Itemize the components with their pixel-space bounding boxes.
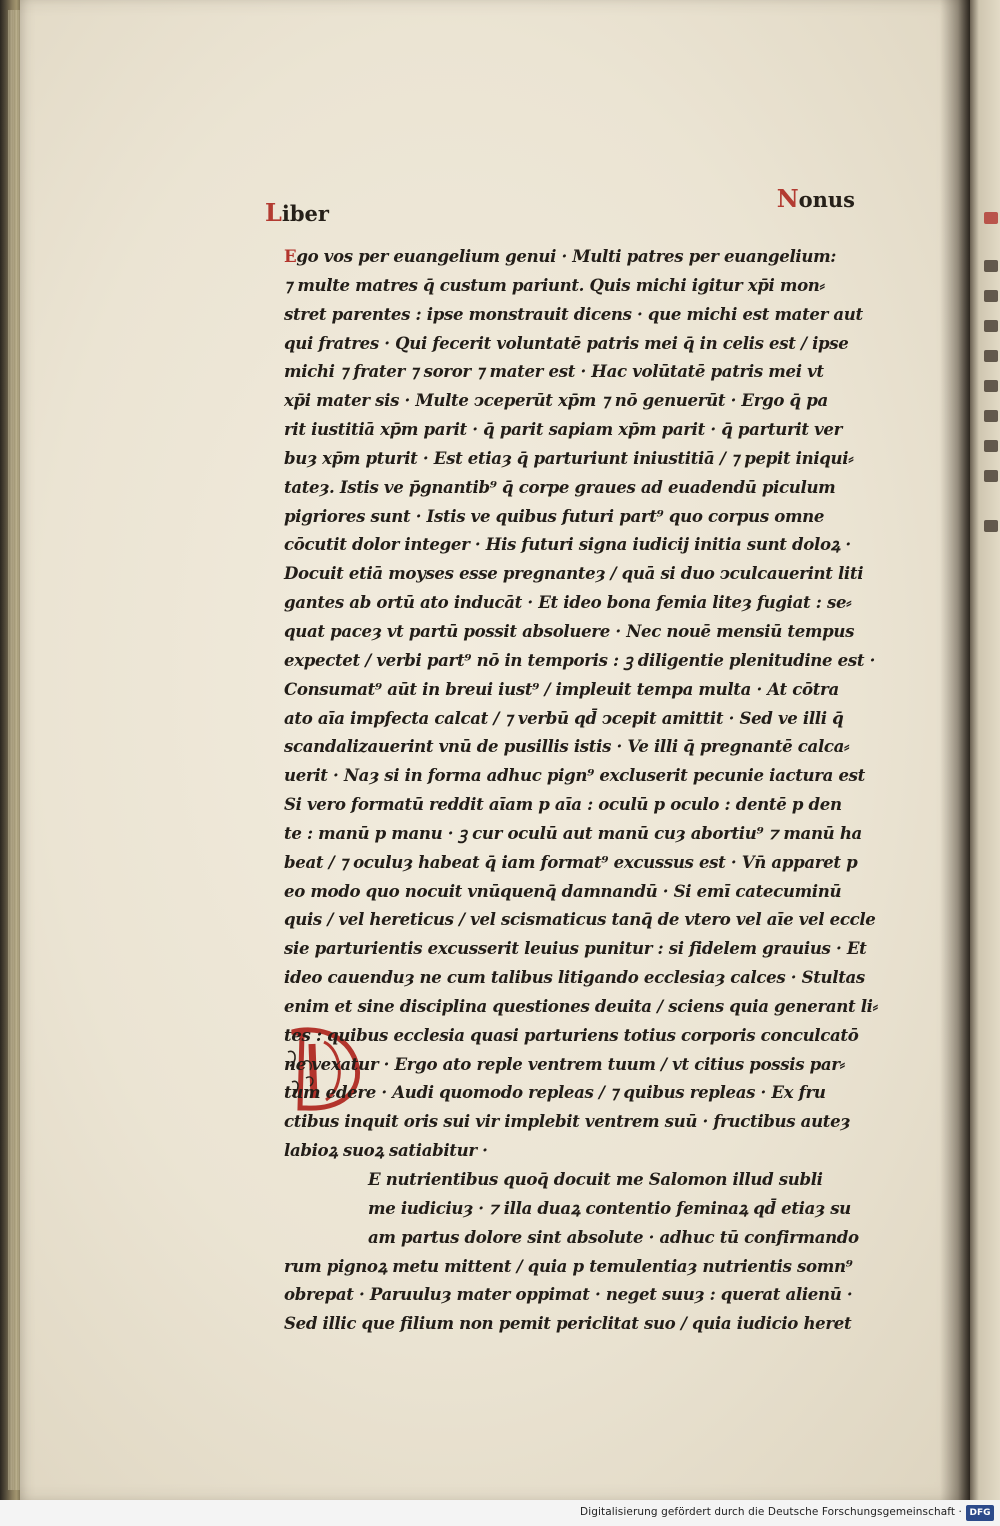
text-line: sie parturientis excusserit leuius punitur : si fidelem grauius · Et	[284, 938, 867, 959]
text-line: xp̄i mater sis · Multe ↄceperūt xp̄m ⁊ nō genuerūt · Ergo q̄ pa	[284, 390, 828, 411]
rubric-capital: N	[776, 184, 799, 213]
text-line: scandalizauerint vnū de pusillis istis · Ve illi q̄ pregnantē calca⸗	[284, 736, 850, 757]
text-line: te : manū p manu · ꝫ cur oculū aut manū cuȝ abortiu⁹ ⁊ manū ha	[284, 822, 862, 843]
facing-page-text-mark	[984, 350, 998, 362]
running-header	[265, 180, 855, 227]
text-line: Docuit etiā moyses esse pregnanteȝ / quā si duo ↄculcauerint liti	[284, 563, 864, 584]
text-line: Consumat⁹ aūt in breui iust⁹ / impleuit tempa multa · At cōtra	[284, 678, 839, 699]
text-line: michi ⁊ frater ⁊ soror ⁊ mater est · Hac volūtatē patris mei vt	[284, 361, 824, 382]
facing-page-text-mark	[984, 520, 998, 532]
text-line: ⁊ multe matres q̄ custum pariunt. Quis michi igitur xp̄i mon⸗	[284, 274, 825, 295]
text-line: beat / ⁊ oculuȝ habeat q̄ iam format⁹ excussus est · Vn̄ apparet p	[284, 851, 858, 872]
text-line: ato aīa impfecta calcat / ⁊ verbū qd̄ ↄcepit amittit · Sed ve illi q̄	[284, 707, 844, 728]
text-line: tes : quibus ecclesia quasi parturiens totius corporis conculcatō	[284, 1024, 859, 1045]
header-right-label: Nonus	[776, 184, 855, 213]
main-text-block	[284, 242, 878, 1338]
text-line: obrepat · Paruuluȝ mater oppimat · neget suuȝ : querat alienū ·	[284, 1284, 853, 1305]
facing-page-text-mark	[984, 410, 998, 422]
text-line: Ego vos per euangelium genui · Multi patres per euangelium:	[284, 246, 837, 266]
text-line: ne vexatur · Ergo ato reple ventrem tuum / vt citius possis par⸗	[284, 1053, 845, 1074]
facing-page-text-mark	[984, 260, 998, 272]
facing-page-fragment	[970, 0, 1000, 1500]
text-line: buȝ xp̄m pturit · Est etiaȝ q̄ parturiunt iniustitiā / ⁊ pepit iniqui⸗	[284, 447, 854, 468]
rubric-capital: E	[284, 246, 297, 266]
header-left-label: Liber	[265, 198, 329, 227]
text-line: gantes ab ortū ato inducāt · Et ideo bona femia liteȝ fugiat : se⸗	[284, 592, 852, 613]
text-line: Sed illic que filium non pemit periclitat suo / quia iudicio heret	[284, 1313, 852, 1334]
book-gutter-shadow	[940, 0, 970, 1500]
facing-page-text-mark	[984, 380, 998, 392]
facing-page-text-mark	[984, 320, 998, 332]
text-line: enim et sine disciplina questiones deuita / sciens quia generant li⸗	[284, 995, 878, 1016]
text-line: quat paceȝ vt partū possit absoluere · Nec nouē mensiū tempus	[284, 620, 855, 641]
text-line: tum edere · Audi quomodo repleas / ⁊ quibus repleas · Ex fru	[284, 1082, 826, 1103]
text-line: uerit · Naȝ si in forma adhuc pign⁹ excluserit pecunie iactura est	[284, 765, 865, 786]
text-line: rit iustitiā xp̄m parit · q̄ parit sapiam xp̄m parit · q̄ parturit ver	[284, 419, 842, 440]
facing-page-text-mark	[984, 440, 998, 452]
digitization-banner	[0, 1500, 1000, 1526]
text-line: Si vero formatū reddit aīam p aīa : oculū p oculo : dentē p den	[284, 794, 842, 815]
text-line: quis / vel hereticus / vel scismaticus tanq̄ de vtero vel aīe vel eccle	[284, 909, 876, 930]
text-line: eo modo quo nocuit vnūquenq̄ damnandū · Si emī catecuminū	[284, 880, 842, 901]
dfg-credit-text: Digitalisierung gefördert durch die Deutsche Forschungsgemeinschaft ·	[580, 1506, 962, 1518]
text-line: rum pignoꝝ metu mittent / quia p temulentiaȝ nutrientis somn⁹	[284, 1255, 853, 1276]
text-line: am partus dolore sint absolute · adhuc tū confirmando	[368, 1226, 859, 1247]
text-line: expectet / verbi part⁹ nō in temporis : ꝫ diligentie plenitudine est ·	[284, 649, 876, 670]
text-line: me iudiciuȝ · ⁊ illa duaꝝ contentio feminaꝝ qd̄ etiaȝ su	[368, 1197, 851, 1218]
facing-page-text-mark	[984, 470, 998, 482]
text-line: stret parentes : ipse monstrauit dicens · que michi est mater aut	[284, 303, 863, 324]
text-line: cōcutit dolor integer · His futuri signa iudicij initia sunt doloꝝ ·	[284, 534, 851, 555]
text-line: ctibus inquit oris sui vir implebit ventrem suū · fructibus auteȝ	[284, 1111, 851, 1132]
text-line: qui fratres · Qui fecerit voluntatē patris mei q̄ in celis est / ipse	[284, 332, 849, 353]
text-line: pigriores sunt · Istis ve quibus futuri part⁹ quo corpus omne	[284, 505, 825, 526]
text-line: labioꝝ suoꝝ satiabitur ·	[284, 1140, 488, 1161]
text-line: E nutrientibus quoq̄ docuit me Salomon illud subli	[368, 1169, 823, 1189]
text-line: ideo cauenduȝ ne cum talibus litigando ecclesiaȝ calces · Stultas	[284, 967, 865, 988]
dfg-logo: DFG	[966, 1505, 994, 1521]
text-line: tateȝ. Istis ve p̄gnantib⁹ q̄ corpe graues ad euadendū piculum	[284, 476, 836, 497]
rubric-capital: L	[265, 198, 282, 227]
facing-page-text-mark	[984, 290, 998, 302]
facing-page-rubric-mark	[984, 212, 998, 224]
